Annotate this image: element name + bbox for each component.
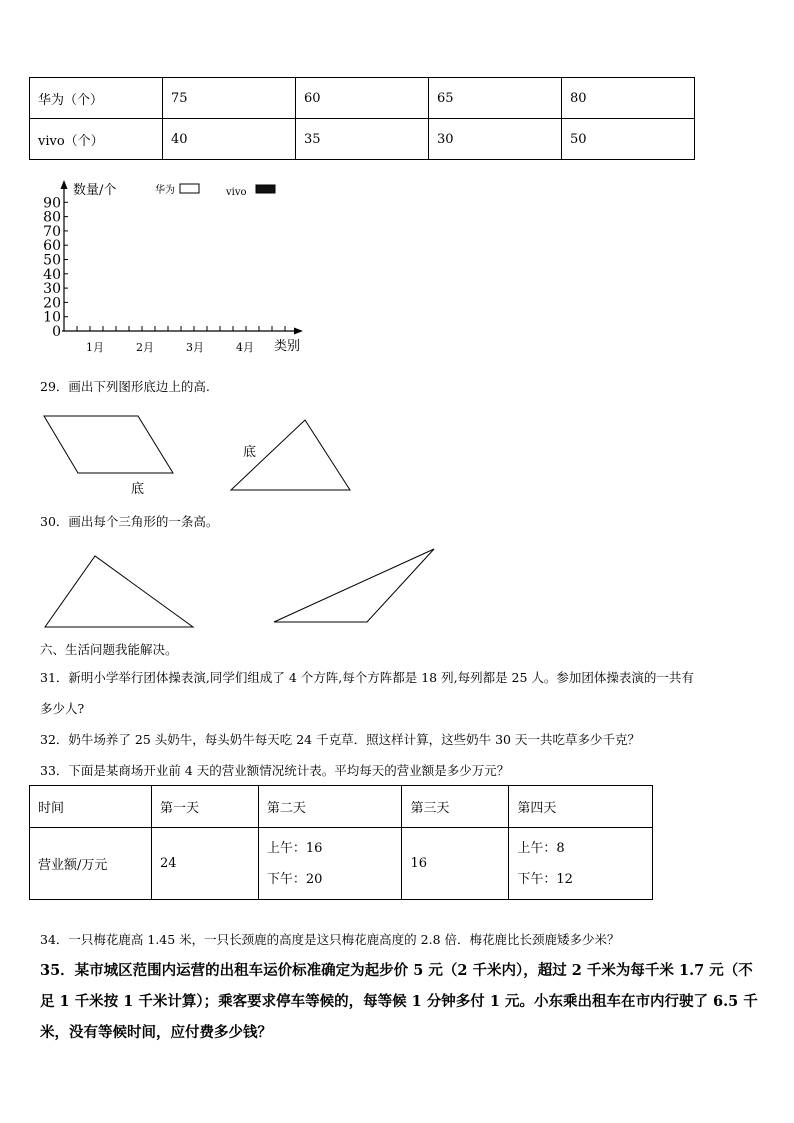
morning-value: 上午：8 [517, 840, 565, 856]
morning-value: 上午：16 [266, 840, 323, 856]
x-axis-arrow [294, 328, 303, 335]
question-32: 32．奶牛场养了 25 头奶牛，每头奶牛每天吃 24 千克草．照这样计算，这些奶牛 30 天一共吃草多少千克？ [40, 732, 640, 747]
header-cell: 第一天 [152, 786, 259, 828]
y-tick-label: 70 [43, 223, 61, 240]
bar-chart [0, 0, 794, 360]
legend-swatch-huawei [180, 184, 199, 193]
header-cell: 第三天 [402, 786, 509, 828]
question-30: 30．画出每个三角形的一条高。 [40, 514, 219, 529]
question-35: 35．某市城区范围内运营的出租车运价标准确定为起步价 5 元（2 千米内），超过 2 千米为每千米 1.7 元（不足 1 千米按 1 千米计算）；乘客要求停车等候的，每等候 1 分钟多付 1 元。小东乘出租车在市内行驶了 6.5 千米，没有等候时间，应付费多少钱？ [40, 962, 758, 1041]
obtuse-triangle-shape [274, 549, 434, 622]
question-33: 33．下面是某商场开业前 4 天的营业额情况统计表。平均每天的营业额是多少万元？ [40, 763, 510, 778]
table-row [30, 828, 653, 900]
y-tick-label: 20 [43, 295, 61, 312]
y-axis-arrow [61, 180, 68, 189]
y-axis-label: 数量/个 [73, 183, 117, 198]
table-cell: 65 [429, 78, 562, 119]
x-axis-label: 类别 [274, 339, 301, 354]
category-label: 4月 [236, 341, 254, 354]
y-tick-label: 50 [43, 252, 61, 269]
y-tick-label: 80 [43, 209, 61, 226]
legend-label-huawei: 华为 [155, 185, 175, 196]
y-tick-label: 30 [43, 281, 61, 298]
table-cell: 60 [296, 78, 429, 119]
category-label: 1月 [86, 341, 104, 354]
table-cell: 30 [429, 119, 562, 160]
question-29: 29．画出下列图形底边上的高. [40, 379, 210, 394]
table-cell: 50 [562, 119, 695, 160]
afternoon-value: 下午：20 [266, 871, 323, 887]
table-cell: 35 [296, 119, 429, 160]
header-cell: 第二天 [258, 786, 402, 828]
q30-figures [0, 540, 794, 632]
table-cell: 80 [562, 78, 695, 119]
table-cell: 75 [163, 78, 296, 119]
table-cell [509, 828, 653, 900]
header-cell: 时间 [30, 786, 152, 828]
y-tick-label: 10 [43, 309, 61, 326]
y-tick-label: 40 [43, 266, 61, 283]
section-heading: 六、生活问题我能解决。 [40, 642, 178, 657]
row-label: 营业额/万元 [30, 828, 152, 900]
category-label: 3月 [186, 341, 204, 354]
row-label: vivo（个） [30, 119, 163, 160]
table-cell: 40 [163, 119, 296, 160]
legend-swatch-vivo [256, 185, 275, 193]
parallelogram-shape [44, 416, 173, 473]
revenue-table [29, 785, 653, 900]
y-tick-label: 0 [52, 324, 61, 340]
base-label: 底 [131, 482, 145, 497]
question-31-cont: 多少人? [40, 701, 85, 716]
table-cell: 16 [402, 828, 509, 900]
afternoon-value: 下午：12 [517, 871, 573, 887]
legend-label-vivo: vivo [226, 187, 247, 198]
table-cell [258, 828, 402, 900]
table-header-row [30, 786, 653, 828]
question-34: 34．一只梅花鹿高 1.45 米，一只长颈鹿的高度是这只梅花鹿高度的 2.8 倍．梅花鹿比长颈鹿矮多少米？ [40, 932, 620, 947]
y-tick-label: 90 [43, 195, 61, 212]
question-31: 31．新明小学举行团体操表演,同学们组成了 4 个方阵,每个方阵都是 18 列,每列都是 25 人。参加团体操表演的一共有 [40, 670, 694, 685]
category-label: 2月 [136, 341, 154, 354]
base-label: 底 [243, 445, 257, 460]
q29-figures [0, 400, 794, 500]
row-label: 华为（个） [30, 78, 163, 119]
header-cell: 第四天 [509, 786, 653, 828]
triangle-shape [45, 556, 193, 627]
table-cell: 24 [152, 828, 259, 900]
y-tick-label: 60 [43, 238, 61, 255]
